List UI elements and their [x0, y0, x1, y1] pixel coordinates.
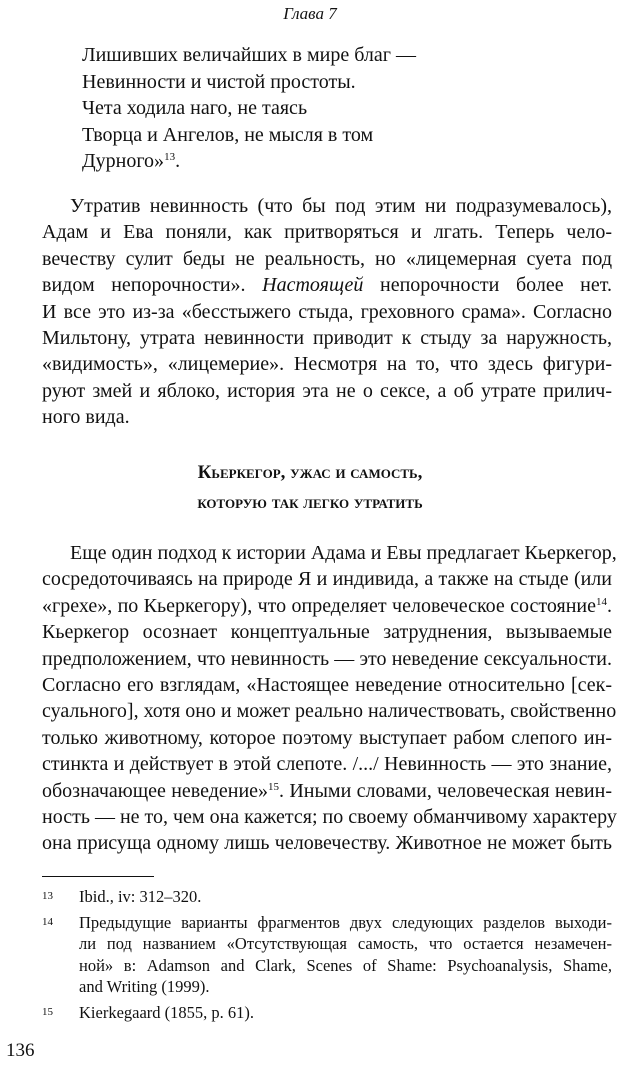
- paragraph-1: [42, 193, 612, 431]
- verse-line: Чета ходила наго, не таясь: [82, 97, 308, 119]
- paragraph-line: предположением, что невинность — это неведение сексуальности.: [42, 647, 612, 670]
- footnote-14: [42, 912, 612, 998]
- footnote-number: 15: [42, 1005, 53, 1018]
- verse-quote: [82, 42, 416, 175]
- paragraph-line: вечеству сулит беды не реальность, но «лицемерная суета под: [42, 247, 612, 270]
- italic-emphasis: Настоящей: [262, 274, 364, 297]
- paragraph-line-text: непорочности более нет.: [363, 274, 613, 297]
- footnote-number: 13: [42, 890, 53, 902]
- paragraph-line: И все это из-за «бесстыжего стыда, греховного срама». Согласно: [42, 300, 612, 323]
- paragraph-2: [42, 540, 617, 857]
- paragraph-line: Адам и Ева поняли, как притворяться и лгать. Теперь чело-: [42, 221, 612, 244]
- footnote-number: 14: [42, 915, 53, 928]
- paragraph-line: «видимость», «лицемерие». Несмотря на то, что здесь фигури-: [42, 353, 612, 376]
- paragraph-line: Согласно его взглядам, «Настоящее неведение относительно [сек-: [42, 674, 612, 697]
- paragraph-line: «грехе», по Кьеркегору), что определяет человеческое состояние$^{14}$.: [42, 594, 612, 617]
- footnote-13: [42, 886, 612, 908]
- footnote-line: and Writing (1999).: [79, 977, 210, 996]
- paragraph-line: Кьеркегор осознает концептуальные затруднения, вызываемые: [42, 621, 612, 644]
- footnote-separator: [42, 876, 154, 877]
- paragraph-line: [42, 778, 612, 804]
- paragraph-line-text: обозначающее неведение»: [42, 779, 269, 802]
- section-heading-line: которую так легко утратить: [197, 492, 423, 513]
- paragraph-line: только животному, которое поэтому выступает рабом слепого ин-: [42, 726, 612, 749]
- verse-line: Творца и Ангелов, не мысля в том: [82, 123, 374, 146]
- paragraph-line: руют змей и яблоко, история эта не о сексе, а об утрате прилич-: [42, 379, 612, 402]
- verse-line: Лишивших величайших в мире благ —: [82, 44, 416, 66]
- footnote-line: Ibid., iv: 312–320.: [79, 887, 202, 906]
- paragraph-line: она присуща одному лишь человечеству. Животное не может быть: [42, 832, 612, 855]
- footnote-line: ли под названием «Отсутствующая самость, что остается незамечен-: [79, 934, 612, 953]
- paragraph-line: сосредоточиваясь на природе Я и индивида, а также на стыде (или: [42, 568, 612, 591]
- footnote-15: [42, 1002, 612, 1024]
- paragraph-line: ного вида.: [42, 406, 130, 429]
- footnotes: [42, 886, 612, 1027]
- verse-line-text: Дурного»: [82, 150, 165, 172]
- footnote-ref-15: 15: [268, 780, 280, 793]
- paragraph-line: [42, 272, 612, 298]
- paragraph-line-text: видом непорочности».: [42, 274, 246, 297]
- section-heading-line: Кьеркегор, ужас и самость,: [197, 462, 423, 483]
- paragraph-line: Еще один подход к истории Адама и Евы предлагает Кьеркегор,: [70, 542, 617, 564]
- running-head: Глава 7: [283, 4, 337, 23]
- paragraph-line: Утратив невинность (что бы под этим ни подразумевалось),: [70, 195, 612, 217]
- page-number: 136: [6, 1040, 35, 1061]
- paragraph-line-text: «грехе», по Кьеркегору), что определяет человеческое состояние: [42, 594, 596, 617]
- verse-line: Невинности и чистой простоты.: [82, 70, 356, 93]
- footnote-line: Kierkegaard (1855, p. 61).: [79, 1002, 255, 1022]
- paragraph-line: суального], хотя оно и может реально наличествовать, свойственно: [42, 700, 617, 723]
- verse-line: Дурного»$^{13}$.: [82, 150, 181, 172]
- footnote-line: ной» в: Adamson and Clark, Scenes of Shame: Psychoanalysis, Shame,: [79, 955, 612, 975]
- footnote-ref-14: 14: [596, 595, 607, 608]
- paragraph-line: Мильтону, утрата невинности приводит к стыду за наружность,: [42, 327, 612, 350]
- paragraph-line: ность — не то, чем она кажется; по своему обманчивому характеру: [42, 806, 617, 829]
- footnote-ref-13: 13: [164, 151, 176, 163]
- section-heading: [0, 458, 620, 518]
- paragraph-line-text: . Иными словами, человеческая невин-: [279, 779, 612, 802]
- paragraph-line: стинкта и действует в этой слепоте. /.../ Невинность — это знание,: [42, 753, 612, 776]
- footnote-line: Предыдущие варианты фрагментов двух следующих разделов выходи-: [79, 912, 612, 932]
